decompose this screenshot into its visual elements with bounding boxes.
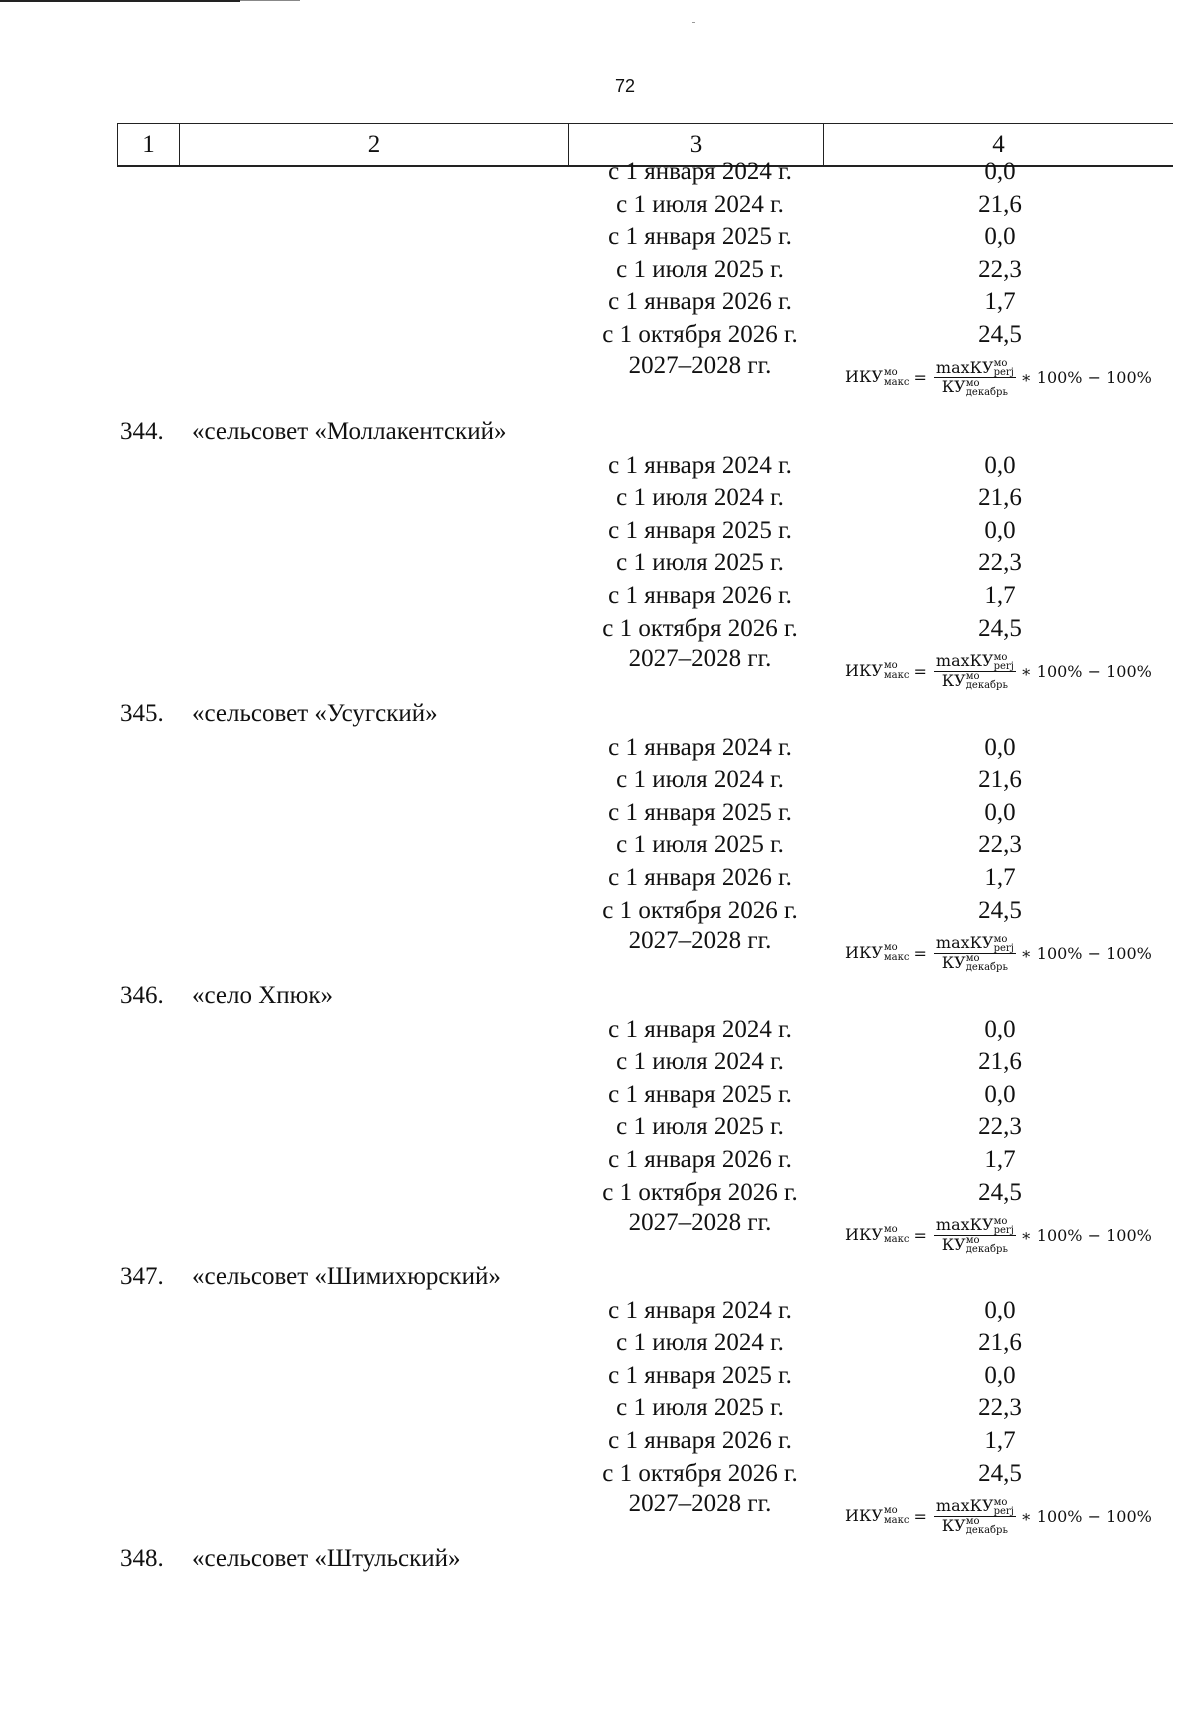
formula-lhs-sup: мо — [883, 660, 898, 672]
date-cell: с 1 января 2025 г. — [608, 798, 792, 826]
date-cell: с 1 октября 2026 г. — [602, 1178, 798, 1206]
formula-lhs-sup: мо — [883, 1224, 898, 1236]
entry-number: 344. — [120, 418, 164, 445]
value-cell: 21,6 — [978, 766, 1022, 794]
period-cell: 2027–2028 гг. — [628, 927, 772, 955]
date-cell: с 1 января 2026 г. — [608, 864, 792, 891]
formula-lhs-sup: мо — [883, 366, 898, 378]
date-cell: с 1 июля 2024 г. — [616, 190, 784, 218]
date-cell: с 1 января 2024 г. — [608, 158, 792, 185]
entry-number: 347. — [120, 1263, 164, 1290]
formula-den-sub: декабрь — [965, 1525, 1008, 1537]
formula-fraction — [934, 934, 1016, 972]
date-cell: с 1 июля 2024 г. — [616, 1329, 784, 1357]
value-cell: 1,7 — [984, 288, 1016, 316]
value-cell: 24,5 — [978, 321, 1022, 348]
value-cell: 0,0 — [984, 1080, 1016, 1108]
formula-fraction — [934, 359, 1016, 397]
date-cell: с 1 января 2026 г. — [608, 1427, 792, 1454]
entry-name: «сельсовет «Моллакентский» — [192, 418, 507, 445]
formula-numerator: maxКУ — [935, 1215, 994, 1235]
scan-speck — [692, 22, 695, 23]
formula-num-sub: perj — [993, 1224, 1014, 1236]
header-col-3: 3 — [569, 124, 824, 165]
formula-numerator: maxКУ — [935, 651, 994, 671]
date-cell: с 1 января 2025 г. — [608, 516, 792, 544]
value-cell: 24,5 — [978, 1459, 1022, 1487]
formula-lhs-base: ИКУ — [845, 1224, 883, 1244]
formula-denominator: КУ — [941, 952, 966, 972]
entry-name: «сельсовет «Усугский» — [192, 700, 438, 727]
formula-fraction — [934, 1216, 1016, 1254]
value-cell: 0,0 — [984, 733, 1016, 761]
scan-top-rule — [0, 0, 240, 2]
header-col-2: 2 — [180, 124, 569, 165]
formula-den-sup: мо — [965, 1516, 980, 1528]
formula-fraction — [934, 1497, 1016, 1535]
formula-lhs — [845, 367, 910, 388]
date-cell: с 1 января 2024 г. — [608, 1015, 792, 1043]
date-cell: с 1 января 2024 г. — [608, 733, 792, 761]
date-cell: с 1 января 2026 г. — [608, 582, 792, 609]
formula-tail: ∗ 100% − 100% — [1020, 661, 1152, 681]
formula-lhs-base: ИКУ — [845, 660, 883, 680]
formula-equals: = — [913, 368, 927, 388]
date-cell: с 1 января 2026 г. — [608, 1146, 792, 1173]
date-cell: с 1 октября 2026 г. — [602, 321, 798, 348]
formula-lhs — [845, 661, 910, 682]
value-cell: 0,0 — [984, 223, 1016, 251]
formula-lhs-sub: макс — [883, 670, 910, 682]
formula-cell — [845, 652, 1152, 690]
date-cell: с 1 июля 2024 г. — [616, 484, 784, 512]
date-cell: с 1 января 2025 г. — [608, 223, 792, 251]
formula-numerator: maxКУ — [935, 1496, 994, 1516]
value-cell: 22,3 — [978, 1113, 1022, 1141]
value-cell: 0,0 — [984, 1015, 1016, 1043]
date-cell: с 1 июля 2024 г. — [616, 1048, 784, 1076]
formula-numerator: maxКУ — [935, 933, 994, 953]
entry-number: 346. — [120, 982, 164, 1009]
formula-tail: ∗ 100% − 100% — [1020, 1225, 1152, 1245]
formula-tail: ∗ 100% − 100% — [1020, 943, 1152, 963]
value-cell: 22,3 — [978, 255, 1022, 283]
formula-num-sup: мо — [993, 1496, 1008, 1508]
period-cell: 2027–2028 гг. — [628, 1490, 772, 1518]
date-cell: с 1 января 2025 г. — [608, 1361, 792, 1389]
formula-num-sup: мо — [993, 651, 1008, 663]
formula-numerator: maxКУ — [935, 357, 994, 377]
formula-den-sup: мо — [965, 377, 980, 389]
scan-top-rule-faint — [240, 0, 300, 1]
formula-tail: ∗ 100% − 100% — [1020, 1506, 1152, 1526]
entry-number: 345. — [120, 700, 164, 727]
entry-name: «сельсовет «Штульский» — [192, 1545, 461, 1572]
value-cell: 1,7 — [984, 1427, 1016, 1454]
formula-lhs-base: ИКУ — [845, 367, 883, 387]
formula-den-sub: декабрь — [965, 680, 1008, 692]
formula-lhs-sub: макс — [883, 952, 910, 964]
formula-num-sub: perj — [993, 942, 1014, 954]
formula-den-sub: декабрь — [965, 1244, 1008, 1256]
header-col-1: 1 — [118, 124, 180, 165]
formula-equals: = — [913, 661, 927, 681]
date-cell: с 1 января 2025 г. — [608, 1080, 792, 1108]
date-cell: с 1 января 2024 г. — [608, 1296, 792, 1324]
formula-den-sup: мо — [965, 953, 980, 965]
period-cell: 2027–2028 гг. — [628, 351, 772, 379]
formula-den-sub: декабрь — [965, 386, 1008, 398]
value-cell: 21,6 — [978, 190, 1022, 218]
formula-den-sup: мо — [965, 1235, 980, 1247]
period-cell: 2027–2028 гг. — [628, 1209, 772, 1237]
value-cell: 22,3 — [978, 1394, 1022, 1422]
date-cell: с 1 октября 2026 г. — [602, 896, 798, 924]
date-cell: с 1 июля 2025 г. — [616, 255, 784, 283]
value-cell: 22,3 — [978, 549, 1022, 577]
formula-cell — [845, 359, 1152, 397]
period-cell: 2027–2028 гг. — [628, 645, 772, 673]
formula-cell — [845, 1497, 1152, 1535]
formula-equals: = — [913, 943, 927, 963]
formula-equals: = — [913, 1506, 927, 1526]
date-cell: с 1 января 2026 г. — [608, 288, 792, 316]
formula-cell — [845, 1216, 1152, 1254]
date-cell: с 1 июля 2024 г. — [616, 766, 784, 794]
formula-num-sup: мо — [993, 1215, 1008, 1227]
date-cell: с 1 января 2024 г. — [608, 451, 792, 479]
formula-lhs-base: ИКУ — [845, 1505, 883, 1525]
formula-lhs-sup: мо — [883, 942, 898, 954]
formula-den-sup: мо — [965, 671, 980, 683]
formula-num-sub: perj — [993, 660, 1014, 672]
formula-den-sub: декабрь — [965, 962, 1008, 974]
formula-num-sup: мо — [993, 933, 1008, 945]
date-cell: с 1 июля 2025 г. — [616, 1394, 784, 1422]
formula-num-sub: perj — [993, 1505, 1014, 1517]
value-cell: 0,0 — [984, 1361, 1016, 1389]
formula-lhs — [845, 1225, 910, 1246]
value-cell: 0,0 — [984, 1296, 1016, 1324]
formula-tail: ∗ 100% − 100% — [1020, 368, 1152, 388]
value-cell: 21,6 — [978, 1048, 1022, 1076]
formula-num-sup: мо — [993, 358, 1008, 370]
formula-equals: = — [913, 1225, 927, 1245]
value-cell: 0,0 — [984, 451, 1016, 479]
date-cell: с 1 октября 2026 г. — [602, 1459, 798, 1487]
formula-num-sub: perj — [993, 367, 1014, 379]
formula-denominator: КУ — [941, 377, 966, 397]
value-cell: 1,7 — [984, 864, 1016, 891]
formula-denominator: КУ — [941, 1515, 966, 1535]
value-cell: 0,0 — [984, 158, 1016, 185]
formula-lhs-sub: макс — [883, 1515, 910, 1527]
value-cell: 24,5 — [978, 614, 1022, 642]
formula-cell — [845, 934, 1152, 972]
entry-number: 348. — [120, 1545, 164, 1572]
value-cell: 21,6 — [978, 1329, 1022, 1357]
header-col-4: 4 — [992, 130, 1005, 158]
value-cell: 24,5 — [978, 1178, 1022, 1206]
entry-name: «сельсовет «Шимихюрский» — [192, 1263, 501, 1290]
value-cell: 0,0 — [984, 516, 1016, 544]
formula-denominator: КУ — [941, 1234, 966, 1254]
formula-lhs-sub: макс — [883, 1234, 910, 1246]
formula-lhs — [845, 943, 910, 964]
date-cell: с 1 июля 2025 г. — [616, 831, 784, 859]
page-number: 72 — [614, 76, 636, 96]
value-cell: 22,3 — [978, 831, 1022, 859]
date-cell: с 1 октября 2026 г. — [602, 614, 798, 642]
value-cell: 21,6 — [978, 484, 1022, 512]
formula-lhs-base: ИКУ — [845, 942, 883, 962]
value-cell: 1,7 — [984, 582, 1016, 609]
formula-lhs — [845, 1506, 910, 1527]
formula-denominator: КУ — [941, 670, 966, 690]
formula-lhs-sup: мо — [883, 1505, 898, 1517]
value-cell: 0,0 — [984, 798, 1016, 826]
formula-fraction — [934, 652, 1016, 690]
date-cell: с 1 июля 2025 г. — [616, 1113, 784, 1141]
entry-name: «село Хпюк» — [192, 982, 333, 1009]
value-cell: 24,5 — [978, 896, 1022, 924]
formula-lhs-sub: макс — [883, 376, 910, 388]
date-cell: с 1 июля 2025 г. — [616, 549, 784, 577]
value-cell: 1,7 — [984, 1146, 1016, 1173]
